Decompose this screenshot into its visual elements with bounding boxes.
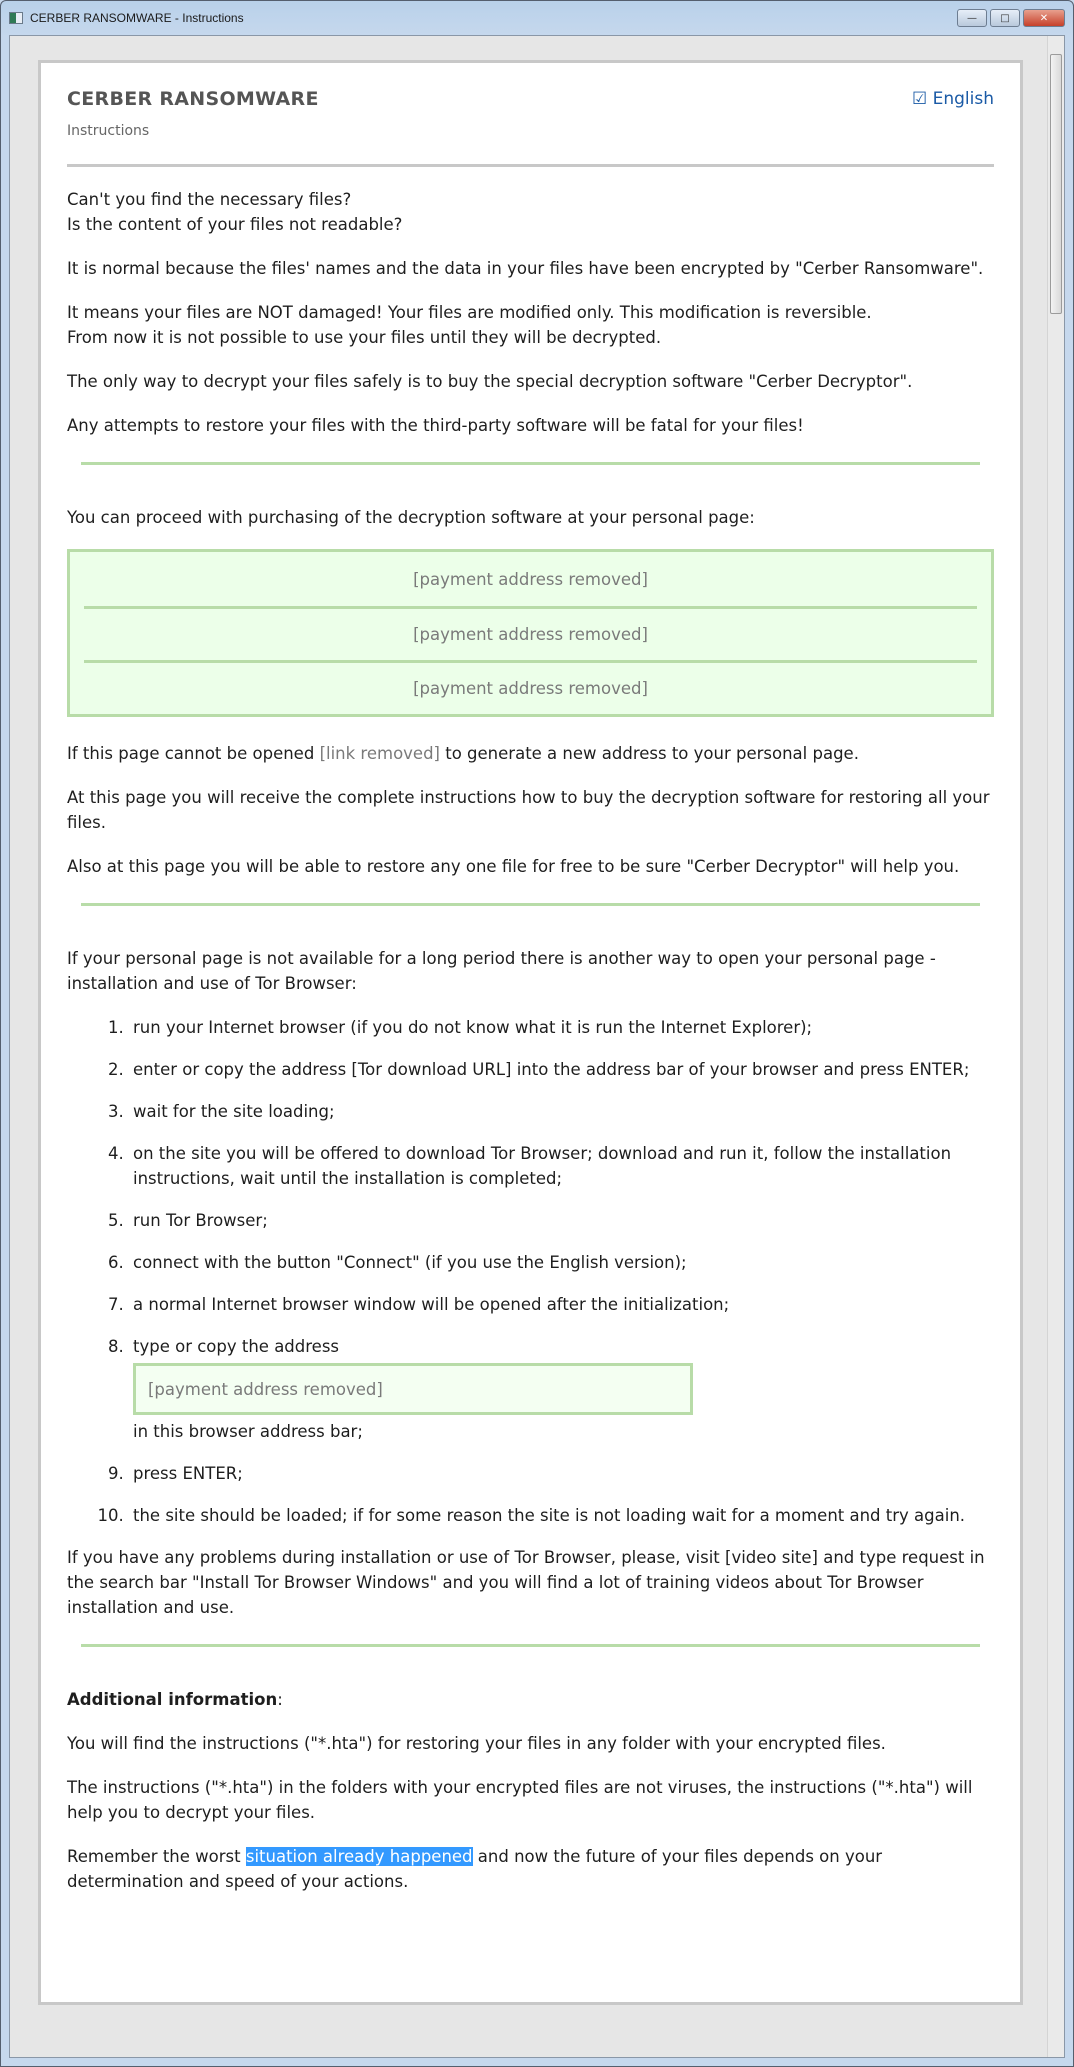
close-icon: ✕ <box>1039 12 1049 24</box>
step-text: in this browser address bar; <box>133 1422 363 1441</box>
onion-address-box: [payment address removed] <box>133 1363 693 1415</box>
checkbox-icon: ☑ <box>911 89 928 109</box>
title-bar[interactable] <box>1 1 1073 35</box>
additional-paragraph: You will find the instructions ("*.hta") for restoring your files in any folder with your encrypted files. <box>67 1734 886 1753</box>
app-icon <box>9 12 23 24</box>
additional-paragraph: The instructions ("*.hta") in the folders with your encrypted files are not viruses, the instructions ("*.hta") will help you to decrypt your files. <box>67 1778 973 1822</box>
close-button[interactable] <box>1023 9 1065 27</box>
client-area <box>9 35 1065 2058</box>
intro-paragraph <box>67 300 994 350</box>
intro-line: It means your files are NOT damaged! Your files are modified only. This modification is reversible. <box>67 303 872 322</box>
vertical-scrollbar[interactable] <box>1047 36 1064 2057</box>
regen-placeholder: [link removed] <box>319 744 440 763</box>
intro-paragraph: The only way to decrypt your files safely is to buy the special decryption software "Cerber Decryptor". <box>67 372 913 391</box>
language-label: English <box>932 89 994 109</box>
minimize-button[interactable] <box>957 9 987 27</box>
scroll-thumb[interactable] <box>1050 54 1062 314</box>
step-item: 3. wait for the site loading; <box>129 1099 994 1124</box>
step-text: type or copy the address <box>133 1337 340 1356</box>
additional-paragraph <box>67 1844 994 1894</box>
additional-title: Additional information <box>67 1690 278 1709</box>
intro-line: Is the content of your files not readable? <box>67 215 403 234</box>
tor-steps <box>67 1015 994 1528</box>
step-item: 2. enter or copy the address [Tor download URL] into the address bar of your browser and press ENTER; <box>129 1057 994 1082</box>
step-item <box>129 1334 994 1444</box>
regen-text: to generate a new address to your personal page. <box>445 744 859 763</box>
regen-paragraph <box>67 741 994 766</box>
closing-text: and now the future of your files depends on your determination and speed of your actions. <box>67 1847 883 1891</box>
heading-colon: : <box>277 1690 283 1709</box>
selected-text[interactable]: situation already happened <box>245 1847 473 1866</box>
intro-paragraph: Any attempts to restore your files with the third-party software will be fatal for your files! <box>67 416 804 435</box>
purchase-paragraph: At this page you will receive the complete instructions how to buy the decryption software for restoring all your files. <box>67 788 990 832</box>
intro-line: Can't you find the necessary files? <box>67 190 352 209</box>
language-selector[interactable] <box>912 87 994 112</box>
maximize-button[interactable] <box>990 9 1020 27</box>
page-header <box>67 63 994 167</box>
address-row: [payment address removed] <box>413 569 648 589</box>
page-title: CERBER RANSOMWARE <box>67 88 319 110</box>
address-box <box>67 549 994 717</box>
tor-help: If you have any problems during installation or use of Tor Browser, please, visit [video site] and type request in the search bar "Install Tor Browser Windows" and you will find a lot of training videos about Tor Browser installation and use. <box>67 1548 985 1617</box>
closing-text: Remember the worst <box>67 1847 241 1866</box>
purchase-lead: You can proceed with purchasing of the decryption software at your personal page: <box>67 508 755 527</box>
section-divider <box>81 462 980 465</box>
section-divider <box>81 903 980 906</box>
step-item: 6. connect with the button "Connect" (if you use the English version); <box>129 1250 994 1275</box>
note-content <box>67 167 994 1894</box>
step-item: 4. on the site you will be offered to download Tor Browser; download and run it, follow the installation instructions, wait until the installation is completed; <box>129 1141 994 1191</box>
step-item: 1. run your Internet browser (if you do not know what it is run the Internet Explorer); <box>129 1015 994 1040</box>
address-row: [payment address removed] <box>84 660 977 714</box>
step-item: 7. a normal Internet browser window will be opened after the initialization; <box>129 1292 994 1317</box>
page-subtitle: Instructions <box>67 123 150 139</box>
address-row: [payment address removed] <box>84 606 977 660</box>
intro-paragraph <box>67 187 994 237</box>
section-divider <box>81 1644 980 1647</box>
step-item: 5. run Tor Browser; <box>129 1208 994 1233</box>
step-item: 10. the site should be loaded; if for some reason the site is not loading wait for a moment and try again. <box>129 1503 994 1528</box>
regen-text: If this page cannot be opened <box>67 744 315 763</box>
maximize-icon: □ <box>1000 12 1010 24</box>
tor-lead: If your personal page is not available for a long period there is another way to open your personal page - installation and use of Tor Browser: <box>67 949 936 993</box>
window-controls <box>957 9 1065 27</box>
additional-heading <box>67 1687 994 1712</box>
purchase-paragraph: Also at this page you will be able to restore any one file for free to be sure "Cerber Decryptor" will help you. <box>67 857 960 876</box>
step-item: 9. press ENTER; <box>129 1461 994 1486</box>
note-page <box>38 60 1023 2005</box>
window-title: CERBER RANSOMWARE - Instructions <box>30 11 244 25</box>
minimize-icon: — <box>967 12 977 24</box>
intro-line: From now it is not possible to use your files until they will be decrypted. <box>67 328 662 347</box>
intro-paragraph: It is normal because the files' names and the data in your files have been encrypted by "Cerber Ransomware". <box>67 259 984 278</box>
